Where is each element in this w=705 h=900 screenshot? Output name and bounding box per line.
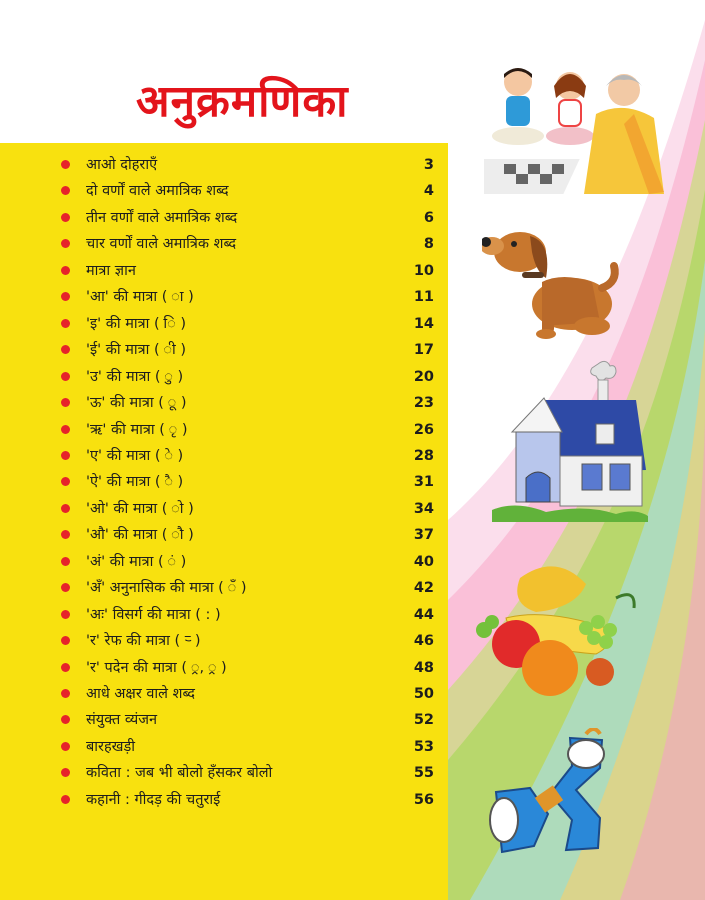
toc-label: कविता : जब भी बोलो हँसकर बोलो	[86, 765, 273, 782]
toc-row[interactable]	[0, 337, 448, 363]
toc-row[interactable]	[0, 522, 448, 548]
toc-page-number: 11	[413, 289, 434, 306]
toc-label: 'अः' विसर्ग की मात्रा ( : )	[86, 606, 221, 623]
toc-row[interactable]	[0, 628, 448, 654]
toc-page-number: 56	[413, 791, 434, 808]
toc-row[interactable]	[0, 364, 448, 390]
toc-label: 'ई' की मात्रा ( ी )	[86, 342, 187, 359]
toc-row[interactable]	[0, 707, 448, 733]
bullet-icon	[61, 160, 70, 169]
toc-page-number: 34	[413, 500, 434, 517]
toc-page-number: 26	[413, 421, 434, 438]
toc-page-number: 42	[413, 580, 434, 597]
toc-label: चार वर्णों वाले अमात्रिक शब्द	[86, 236, 237, 253]
toc-row[interactable]	[0, 417, 448, 443]
toc-page-number: 46	[413, 633, 434, 650]
toc-label: 'ऋ' की मात्रा ( ृ )	[86, 421, 188, 438]
bullet-icon	[61, 715, 70, 724]
toc-page-number: 40	[413, 553, 434, 570]
toc-row[interactable]	[0, 311, 448, 337]
bullet-icon	[61, 213, 70, 222]
toc-label: 'ओ' की मात्रा ( ो )	[86, 500, 194, 517]
toc-row[interactable]	[0, 390, 448, 416]
bullet-icon	[61, 663, 70, 672]
bullet-icon	[61, 636, 70, 645]
toc-label: तीन वर्णों वाले अमात्रिक शब्द	[86, 209, 238, 226]
toc-row[interactable]	[0, 549, 448, 575]
bullet-icon	[61, 768, 70, 777]
toc-label: 'र' रेफ की मात्रा ( र्‍ )	[86, 633, 201, 650]
bullet-icon	[61, 477, 70, 486]
bullet-icon	[61, 610, 70, 619]
toc-label: 'ऊ' की मात्रा ( ू )	[86, 395, 187, 412]
toc-label: आधे अक्षर वाले शब्द	[86, 686, 196, 702]
toc-label: मात्रा ज्ञान	[86, 262, 136, 279]
toc-page-number: 8	[423, 236, 434, 253]
toc-page-number: 50	[413, 686, 434, 702]
toc-page-number: 31	[413, 474, 434, 491]
toc-row[interactable]	[0, 655, 448, 681]
toc-label: 'उ' की मात्रा ( ु )	[86, 368, 184, 385]
toc-label: 'इ' की मात्रा ( ि )	[86, 315, 187, 332]
bullet-icon	[61, 319, 70, 328]
bullet-icon	[61, 742, 70, 751]
toc-row[interactable]	[0, 760, 448, 786]
toc-label: 'ऐ' की मात्रा ( ै )	[86, 474, 184, 491]
toc-page-number: 28	[413, 447, 434, 464]
toc-page-number: 4	[423, 183, 434, 200]
bullet-icon	[61, 345, 70, 354]
toc-page-number: 17	[413, 342, 434, 359]
bullet-icon	[61, 689, 70, 698]
toc-row[interactable]	[0, 734, 448, 760]
toc-row[interactable]	[0, 496, 448, 522]
toc-row[interactable]	[0, 152, 448, 178]
bullet-icon	[61, 583, 70, 592]
toc-row[interactable]	[0, 602, 448, 628]
toc-row[interactable]	[0, 787, 448, 813]
toc-label: बारहखड़ी	[86, 738, 136, 755]
bullet-icon	[61, 372, 70, 381]
toc-page-number: 44	[413, 606, 434, 623]
damru-drum-illustration	[482, 728, 622, 868]
toc-row[interactable]	[0, 469, 448, 495]
toc-row[interactable]	[0, 258, 448, 284]
toc-page-number: 48	[413, 659, 434, 676]
toc-page-number: 20	[413, 368, 434, 385]
toc-label: 'ए' की मात्रा ( े )	[86, 447, 184, 464]
children-with-grandmother-illustration	[484, 64, 674, 204]
fruits-illustration	[476, 558, 646, 698]
toc-label: आओ दोहराएँ	[86, 157, 158, 173]
toc-label: 'र' पदेन की मात्रा ( ्र, ्र )	[86, 659, 227, 676]
toc-row[interactable]	[0, 284, 448, 310]
toc-page-number: 52	[413, 712, 434, 729]
toc-label: 'अँ' अनुनासिक की मात्रा ( ँ )	[86, 580, 247, 597]
toc-row[interactable]	[0, 231, 448, 257]
toc-label: संयुक्त व्यंजन	[86, 712, 158, 729]
toc-row[interactable]	[0, 575, 448, 601]
toc-label: कहानी : गीदड़ की चतुराई	[86, 791, 221, 808]
house-illustration	[486, 360, 651, 530]
bullet-icon	[61, 795, 70, 804]
toc-page-number: 37	[413, 527, 434, 544]
bullet-icon	[61, 292, 70, 301]
toc-page-number: 53	[413, 738, 434, 755]
toc-page-number: 3	[423, 157, 434, 173]
page-title: अनुक्रमणिका	[136, 76, 349, 127]
toc-row[interactable]	[0, 178, 448, 204]
toc-row[interactable]	[0, 681, 448, 707]
toc-page-number: 10	[413, 262, 434, 279]
bullet-icon	[61, 530, 70, 539]
bullet-icon	[61, 239, 70, 248]
toc-page-number: 23	[413, 395, 434, 412]
toc-label: दो वर्णों वाले अमात्रिक शब्द	[86, 183, 229, 200]
bullet-icon	[61, 451, 70, 460]
bullet-icon	[61, 186, 70, 195]
dog-illustration	[482, 222, 622, 342]
toc-page-number: 14	[413, 315, 434, 332]
toc-page-number: 6	[423, 209, 434, 226]
toc-label: 'औ' की मात्रा ( ौ )	[86, 527, 194, 544]
toc-row[interactable]	[0, 205, 448, 231]
bullet-icon	[61, 425, 70, 434]
bullet-icon	[61, 266, 70, 275]
bullet-icon	[61, 398, 70, 407]
toc-row[interactable]	[0, 443, 448, 469]
toc-page-number: 55	[413, 765, 434, 782]
bullet-icon	[61, 557, 70, 566]
toc-label: 'अं' की मात्रा ( ं )	[86, 553, 187, 570]
bullet-icon	[61, 504, 70, 513]
toc-label: 'आ' की मात्रा ( ा )	[86, 289, 194, 306]
